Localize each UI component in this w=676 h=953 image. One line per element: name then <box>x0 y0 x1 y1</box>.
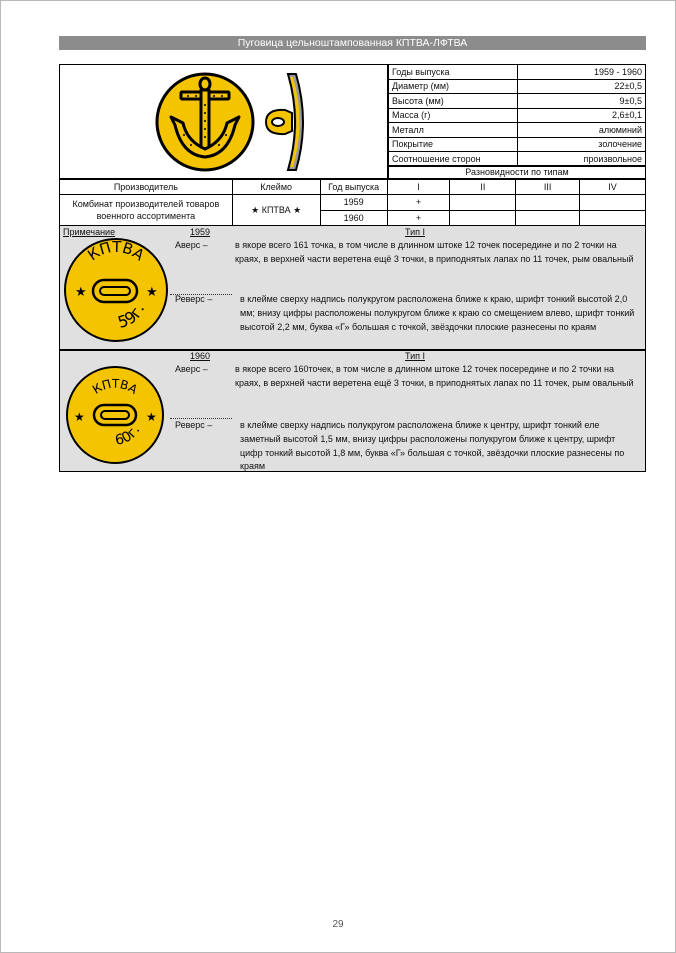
spec-label: Металл <box>389 123 518 138</box>
row-1960-type-3 <box>516 210 580 225</box>
column-header-year: Год выпуска <box>320 180 387 195</box>
revers-label: Реверс – <box>175 420 213 430</box>
spec-value: золочение <box>517 137 645 152</box>
spec-value: 22±0,5 <box>517 79 645 94</box>
row-1959-type-1: + <box>387 194 450 210</box>
row-1959-type-4 <box>580 194 646 210</box>
coin-bottom-text: 60г. <box>113 422 144 449</box>
variants-header: Разновидности по типам <box>388 165 646 179</box>
column-header-mark: Клеймо <box>232 180 320 195</box>
button-profile <box>266 74 303 170</box>
column-header-type-2: II <box>450 180 516 195</box>
spec-label: Годы выпуска <box>389 65 518 80</box>
star-icon: ★ <box>75 284 87 299</box>
avers-text: в якоре всего 160точек, в том числе в длинном штоке 12 точек посередине и по 2 точки на краях, в верхней части веретена ещё 3 точки, в приподнятых лапах по 11 точек, рым овальный <box>235 364 634 388</box>
spec-label: Высота (мм) <box>389 94 518 109</box>
note-type: Тип I <box>405 227 426 237</box>
spec-row <box>389 152 646 167</box>
column-header-type-3: III <box>516 180 580 195</box>
coin-reverse-1959 <box>60 234 172 346</box>
spec-label: Масса (г) <box>389 108 518 123</box>
button-illustration <box>60 65 387 178</box>
row-1960-type-4 <box>580 210 646 225</box>
spec-value: 1959 - 1960 <box>517 65 645 80</box>
spec-value: произвольное <box>517 152 645 167</box>
coin-bottom-text: 59г. <box>115 301 149 333</box>
note-type: Тип I <box>405 351 426 361</box>
maker-table <box>59 179 646 226</box>
revers-text: в клейме сверху надпись полукругом расположена ближе к краю, шрифт тонкий высотой 2,0 мм; внизу цифры расположены полукругом ближе к краю со смещением влево, шрифт тонкий высотой 2,2 мм, буква «Г» большая с точкой, звёздочки плоские разнесены по краям <box>240 294 635 332</box>
coin-top-text: КПТВА <box>89 376 141 397</box>
maker-name: Комбинат производителей товаров военного ассортимента <box>60 194 233 225</box>
row-year-1960: 1960 <box>320 210 387 225</box>
spec-label: Покрытие <box>389 137 518 152</box>
revers-label: Реверс – <box>175 294 213 304</box>
row-1960-type-2 <box>450 210 516 225</box>
row-1959-type-2 <box>450 194 516 210</box>
row-1960-type-1: + <box>387 210 450 225</box>
spec-label: Соотношение сторон <box>389 152 518 167</box>
spec-value: алюминий <box>517 123 645 138</box>
column-header-type-4: IV <box>580 180 646 195</box>
spec-table <box>388 64 646 167</box>
coin-reverse-1960 <box>62 362 168 468</box>
avers-label: Аверс – <box>175 240 208 250</box>
spec-label: Диаметр (мм) <box>389 79 518 94</box>
row-1959-type-3 <box>516 194 580 210</box>
coin-top-text: КПТВА <box>84 237 148 265</box>
spec-row <box>389 79 646 94</box>
avers-text: в якоре всего 161 точка, в том числе в длинном штоке 12 точек посередине и по 2 точки на краях, в верхней части веретена ещё 3 точки, в приподнятых лапах по 11 точек, рым овальный <box>235 240 634 264</box>
spec-row <box>389 94 646 109</box>
button-image-panel <box>59 64 388 179</box>
row-year-1959: 1959 <box>320 194 387 210</box>
notes-label: Примечание <box>63 227 116 237</box>
anchor-face <box>157 74 253 170</box>
star-icon: ★ <box>146 284 158 299</box>
mark-text: ★ КПТВА ★ <box>232 194 320 225</box>
spec-value: 2,6±0,1 <box>517 108 645 123</box>
star-icon: ★ <box>146 410 157 424</box>
column-header-type-1: I <box>387 180 450 195</box>
spec-value: 9±0,5 <box>517 94 645 109</box>
spec-row <box>389 123 646 138</box>
note-year: 1960 <box>190 351 211 361</box>
spec-row <box>389 65 646 80</box>
avers-label: Аверс – <box>175 364 208 374</box>
page-number: 29 <box>332 919 344 930</box>
note-year: 1959 <box>190 227 211 237</box>
page-title: Пуговица цельноштампованная КПТВА-ЛФТВА <box>59 36 646 50</box>
star-icon: ★ <box>74 410 85 424</box>
revers-text: в клейме сверху надпись полукругом расположена ближе к центру, шрифт тонкий еле заметный высотой 1,5 мм, внизу цифры расположены полукругом ближе к центру, шрифт цифр тонкий высотой 1,8 мм, буква «Г» большая с точкой, звёздочки плоские разнесены по краям <box>240 420 625 472</box>
spec-row <box>389 108 646 123</box>
spec-row <box>389 137 646 152</box>
column-header-maker: Производитель <box>60 180 233 195</box>
